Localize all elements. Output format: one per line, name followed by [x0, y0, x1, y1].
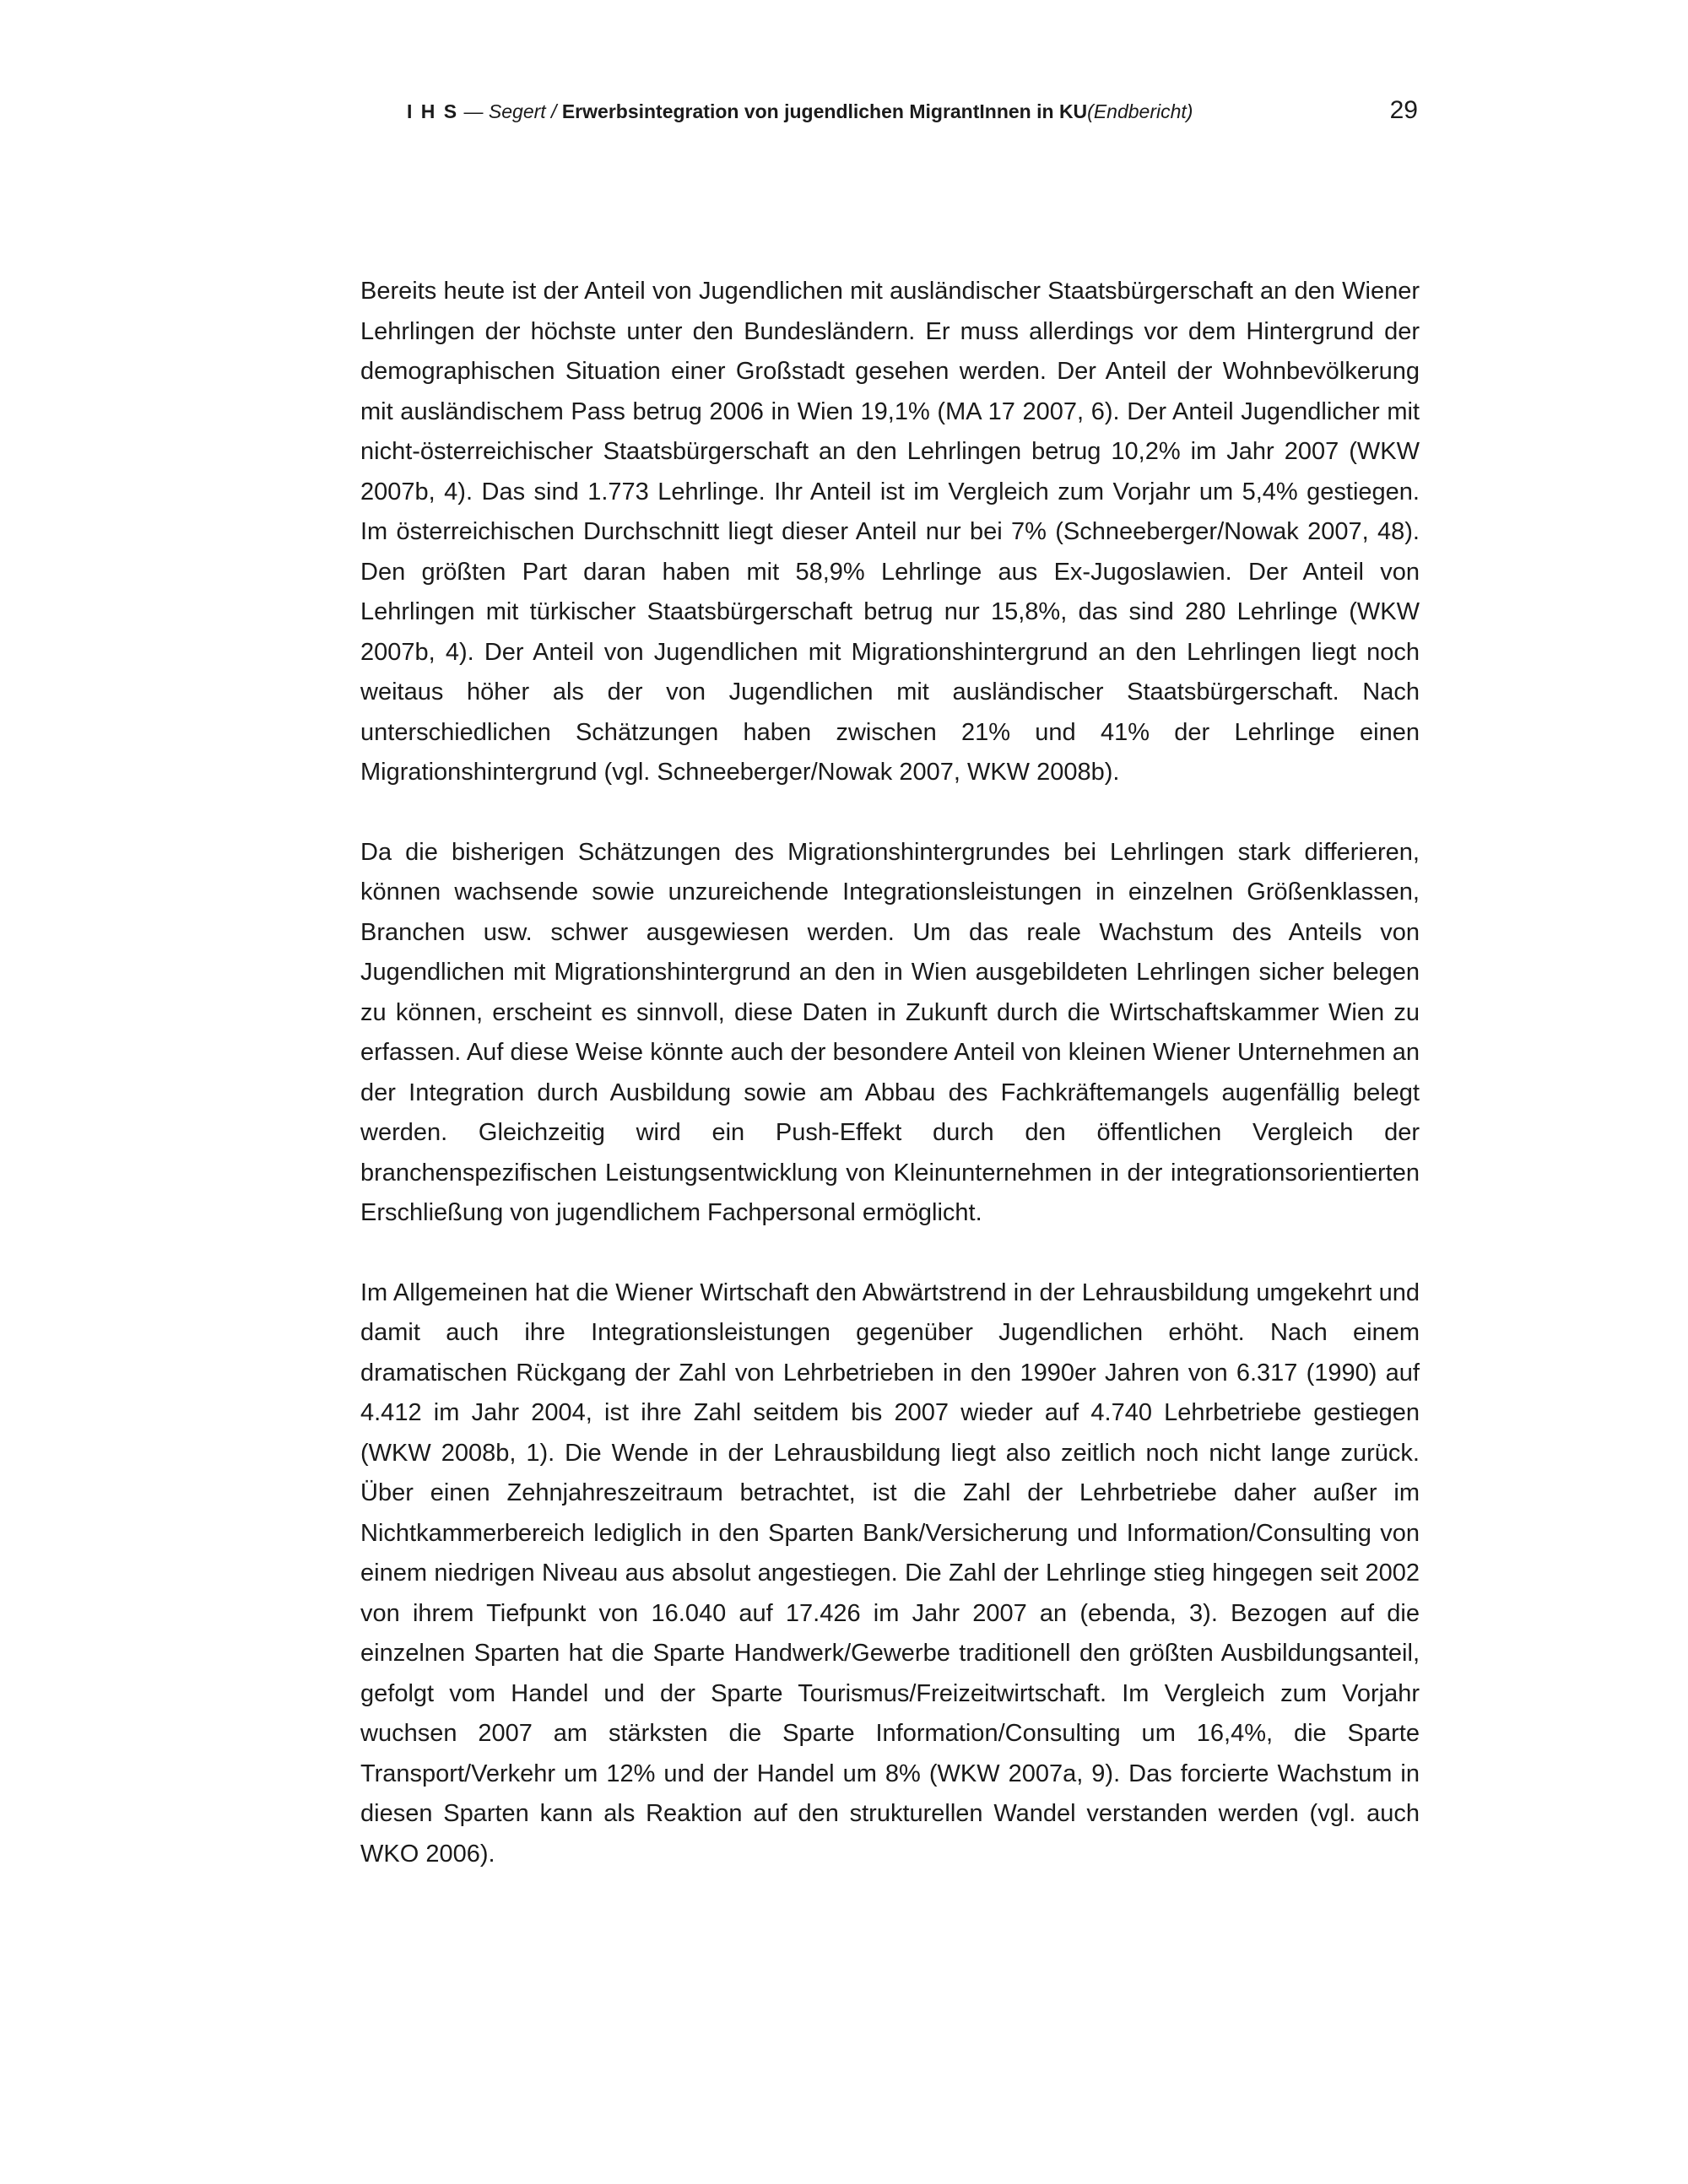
header-institute: I H S	[407, 100, 459, 122]
header-title: Erwerbsintegration von jugendlichen MigrantInnen in KU	[561, 100, 1088, 122]
paragraph-2: Da die bisherigen Schätzungen des Migrationshintergrundes bei Lehrlingen stark differieren, können wachsende sowie unzureichende Integrationsleistungen in einzelnen Größenklassen, Branchen usw. schwer ausgewiesen werden. Um das reale Wachstum des Anteils von Jugendlichen mit Migrationshintergrund an den in Wien ausgebildeten Lehrlingen sicher belegen zu können, erscheint es sinnvoll, diese Daten in Zukunft durch die Wirtschaftskammer Wien zu erfassen. Auf diese Weise könnte auch der besondere Anteil von kleinen Wiener Unternehmen an der Integration durch Ausbildung sowie am Abbau des Fachkräftemangels augenfällig belegt werden. Gleichzeitig wird ein Push-Effekt durch den öffentlichen Vergleich der branchenspezifischen Leistungsentwicklung von Kleinunternehmen in der integrationsorientierten Erschließung von jugendlichem Fachpersonal ermöglicht.	[360, 838, 1420, 1226]
header-subtitle: (Endbericht)	[1087, 100, 1193, 122]
header-author: Segert /	[488, 100, 562, 122]
header-separator: —	[458, 100, 489, 122]
page-number: 29	[1389, 96, 1418, 124]
running-header	[407, 95, 1420, 128]
body-text	[360, 272, 1420, 1914]
paragraph-3: Im Allgemeinen hat die Wiener Wirtschaft den Abwärtstrend in der Lehrausbildung umgekehrt und damit auch ihre Integrationsleistungen gegenüber Jugendlichen erhöht. Nach einem dramatischen Rückgang der Zahl von Lehrbetrieben in den 1990er Jahren von 6.317 (1990) auf 4.412 im Jahr 2004, ist ihre Zahl seitdem bis 2007 wieder auf 4.740 Lehrbetriebe gestiegen (WKW 2008b, 1). Die Wende in der Lehrausbildung liegt also zeitlich noch nicht lange zurück. Über einen Zehnjahreszeitraum betrachtet, ist die Zahl der Lehrbetriebe daher außer im Nichtkammerbereich lediglich in den Sparten Bank/Versicherung und Information/Consulting von einem niedrigen Niveau aus absolut angestiegen. Die Zahl der Lehrlinge stieg hingegen seit 2002 von ihrem Tiefpunkt von 16.040 auf 17.426 im Jahr 2007 an (ebenda, 3). Bezogen auf die einzelnen Sparten hat die Sparte Handwerk/Gewerbe traditionell den größten Ausbildungsanteil, gefolgt vom Handel und der Sparte Tourismus/Freizeitwirtschaft. Im Vergleich zum Vorjahr wuchsen 2007 am stärksten die Sparte Information/Consulting um 16,4%, die Sparte Transport/Verkehr um 12% und der Handel um 8% (WKW 2007a, 9). Das forcierte Wachstum in diesen Sparten kann als Reaktion auf den strukturellen Wandel verstanden werden (vgl. auch WKO 2006).	[360, 1279, 1420, 1868]
paragraph-1: Bereits heute ist der Anteil von Jugendlichen mit ausländischer Staatsbürgerschaft an den Wiener Lehrlingen der höchste unter den Bundesländern. Er muss allerdings vor dem Hintergrund der demographischen Situation einer Großstadt gesehen werden. Der Anteil der Wohnbevölkerung mit ausländischem Pass betrug 2006 in Wien 19,1% (MA 17 2007, 6). Der Anteil Jugendlicher mit nicht-österreichischer Staatsbürgerschaft an den Lehrlingen betrug 10,2% im Jahr 2007 (WKW 2007b, 4). Das sind 1.773 Lehrlinge. Ihr Anteil ist im Vergleich zum Vorjahr um 5,4% gestiegen. Im österreichischen Durchschnitt liegt dieser Anteil nur bei 7% (Schneeberger/Nowak 2007, 48). Den größten Part daran haben mit 58,9% Lehrlinge aus Ex-Jugoslawien. Der Anteil von Lehrlingen mit türkischer Staatsbürgerschaft betrug nur 15,8%, das sind 280 Lehrlinge (WKW 2007b, 4). Der Anteil von Jugendlichen mit Migrationshintergrund an den Lehrlingen liegt noch weitaus höher als der von Jugendlichen mit ausländischer Staatsbürgerschaft. Nach unterschiedlichen Schätzungen haben zwischen 21% und 41% der Lehrlinge einen Migrationshintergrund (vgl. Schneeberger/Nowak 2007, WKW 2008b).	[360, 278, 1420, 786]
